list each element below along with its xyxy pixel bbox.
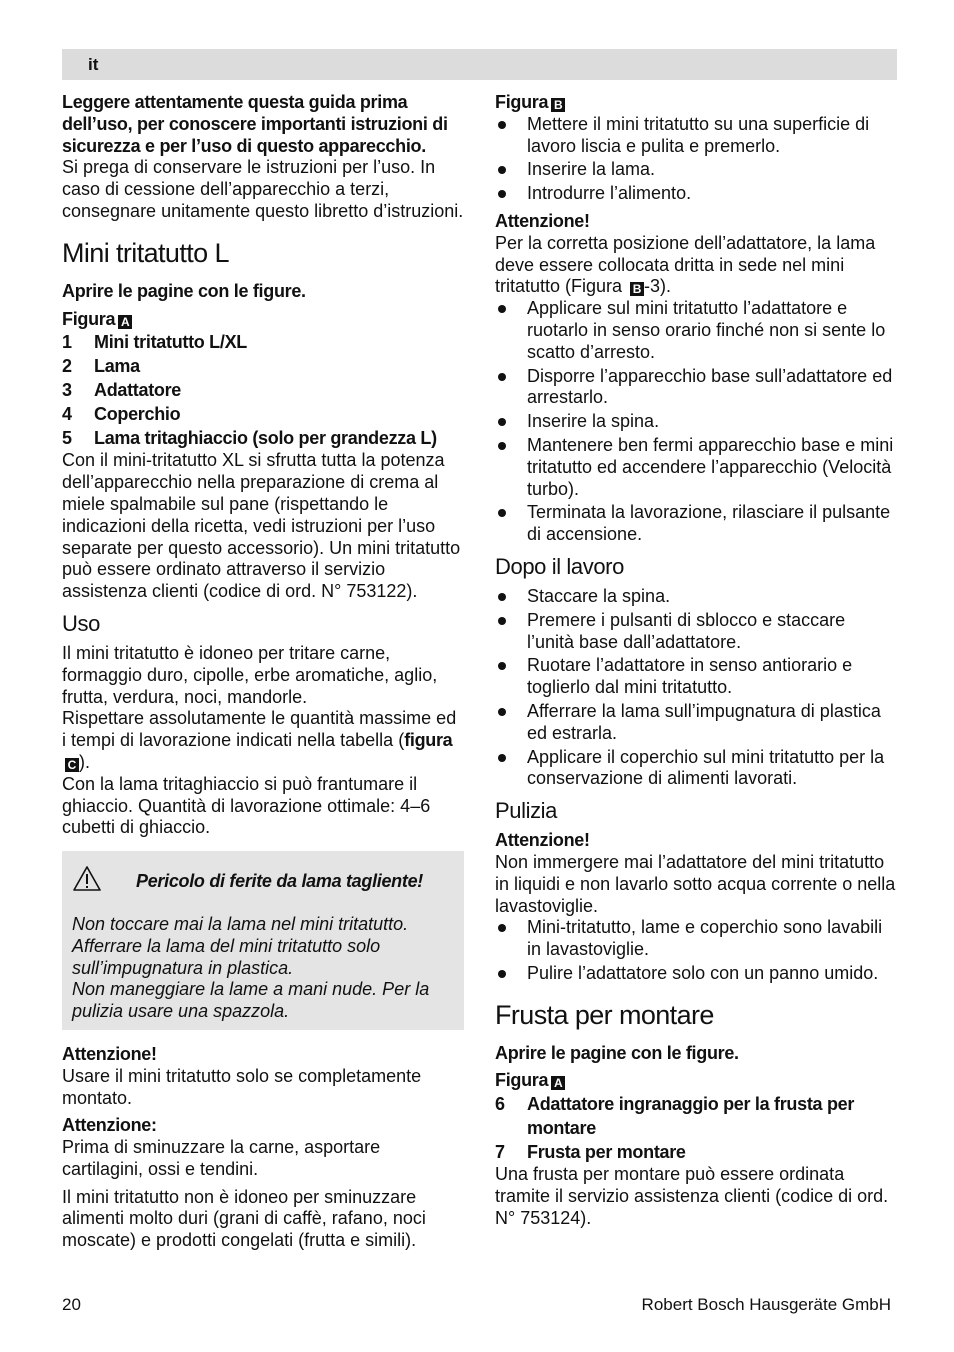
section-title-frusta: Frusta per montare (495, 999, 714, 1030)
right-column (495, 92, 897, 1230)
open-pages-note: Aprire le pagine con le figure. (62, 280, 306, 301)
attention-label: Attenzione! (495, 210, 590, 231)
warning-triangle-icon (72, 865, 136, 898)
figure-label: Figura (62, 308, 116, 329)
attention-text: Il mini tritatutto non è idoneo per sminuzzare alimenti molto duri (grani di caffè, rafano, noci moscate) e prodotti congelati (frutta e simili). (62, 1186, 426, 1251)
bullet-icon (498, 754, 506, 762)
list-item: Mantenere ben fermi apparecchio base e mini tritatutto ed accendere l’apparecchio (Velocità turbo). (495, 435, 897, 500)
list-item: Applicare il coperchio sul mini tritatutto per la conservazione di alimenti lavorati. (495, 747, 897, 791)
attention-text: Usare il mini tritatutto solo se completamente montato. (62, 1065, 422, 1108)
attention-text: Prima di sminuzzare la carne, asportare cartilagini, ossi e tendini. (62, 1137, 381, 1179)
left-column (62, 92, 464, 1252)
steps-list-4 (495, 917, 897, 984)
bullet-icon (498, 970, 506, 978)
list-item: 7 Frusta per montare (495, 1142, 686, 1163)
bullet-icon (498, 617, 506, 625)
attention-text: Per la corretta posizione dell’adattatore, la lama deve essere collocata dritta in sede nel mini tritatutto (Figura B -3). (495, 232, 876, 297)
figure-letter-badge: B (551, 98, 565, 112)
list-item: Premere i pulsanti di sblocco e staccare l’unità base dall’adattatore. (495, 610, 897, 654)
attention-label: Attenzione! (62, 1043, 157, 1064)
warning-header (72, 865, 454, 898)
uso-paragraph-1: Il mini tritatutto è idoneo per tritare carne, formaggio duro, cipolle, erbe aromatiche, aglio, frutta, verdura, noci, mandorle. (62, 642, 438, 707)
figure-label: Figura (495, 1070, 549, 1091)
xl-paragraph: Con il mini-tritatutto XL si sfrutta tutta la potenza dell’apparecchio nella preparazione di crema al miele spalmabile sul pane (rispettando le indicazioni della ricetta, vedi istruzioni per l’uso separate per questo accessorio). Un mini tritatutto può essere ordinato attraverso il servizio assistenza clienti (codice di ord. N° 753122). (62, 450, 461, 602)
intro-text: Si prega di conservare le istruzioni per l’uso. In caso di cessione dell’apparecchio a terzi, consegnare unitamente questo libretto d’istruzioni. (62, 157, 464, 221)
uso-paragraph-3: Con la lama tritaghiaccio si può frantumare il ghiaccio. Quantità di lavorazione ottimale: 4–6 cubetti di ghiaccio. (62, 773, 431, 838)
list-item: 4 Coperchio (62, 404, 181, 425)
figure-ref-a (495, 1070, 897, 1092)
list-item: 1 Mini tritatutto L/XL (62, 332, 247, 353)
figure-letter-badge: A (118, 315, 132, 329)
attention-label: Attenzione! (495, 830, 590, 851)
figure-letter-badge: C (65, 758, 79, 772)
warning-box (62, 851, 464, 1030)
steps-list-1 (495, 114, 897, 205)
bullet-icon (498, 166, 506, 174)
list-item: Afferrare la lama sull’impugnatura di plastica ed estrarla. (495, 701, 897, 745)
list-item: Disporre l’apparecchio base sull’adattatore ed arrestarlo. (495, 366, 897, 410)
list-item: Staccare la spina. (495, 586, 897, 608)
parts-list (62, 330, 464, 450)
attention-label: Attenzione: (62, 1115, 157, 1136)
language-bar (62, 49, 897, 80)
section-title-uso: Uso (62, 610, 100, 636)
steps-list-3 (495, 586, 897, 790)
bullet-icon (498, 662, 506, 670)
section-title-pulizia: Pulizia (495, 798, 558, 824)
warning-text-2: Non maneggiare la lame a mani nude. Per la pulizia usare una spazzola. (72, 979, 430, 1022)
list-item: 5 Lama tritaghiaccio (solo per grandezza L) (62, 428, 437, 449)
list-item: 3 Adattatore (62, 380, 182, 401)
list-item: Terminata la lavorazione, rilasciare il pulsante di accensione. (495, 502, 897, 546)
bullet-icon (498, 305, 506, 313)
list-item: Inserire la lama. (495, 159, 897, 181)
section-title-mini-tritatutto: Mini tritatutto L (62, 237, 229, 268)
attention-text: Non immergere mai l’adattatore del mini tritatutto in liquidi e non lavarlo sotto acqua corrente o nella lavastoviglie. (495, 851, 896, 916)
intro-bold: Leggere attentamente questa guida prima dell’uso, per conoscere importanti istruzioni di sicurezza e per l’uso di questo apparecchio. (62, 92, 448, 156)
bullet-icon (498, 924, 506, 932)
list-item: 6 Adattatore ingranaggio per la frusta per montare (495, 1094, 855, 1139)
bullet-icon (498, 190, 506, 198)
bullet-icon (498, 373, 506, 381)
bullet-icon (498, 708, 506, 716)
bullet-icon (498, 418, 506, 426)
uso-paragraph-2: Rispettare assolutamente le quantità massime ed i tempi di lavorazione indicati nella tabella (figuraC ). (62, 708, 457, 772)
open-pages-note: Aprire le pagine con le figure. (495, 1042, 739, 1063)
list-item: Mini-tritatutto, lame e coperchio sono lavabili in lavastoviglie. (495, 917, 897, 961)
list-item: 2 Lama (62, 356, 140, 377)
bullet-icon (498, 509, 506, 517)
language-code: it (88, 55, 99, 74)
footer-company: Robert Bosch Hausgeräte GmbH (641, 1295, 891, 1314)
parts-list (495, 1092, 897, 1164)
figure-letter-badge: A (551, 1076, 565, 1090)
list-item: Applicare sul mini tritatutto l’adattatore e ruotarlo in senso orario finché non si sente lo scatto d’arresto. (495, 298, 897, 363)
list-item: Inserire la spina. (495, 411, 897, 433)
figure-ref-b (495, 92, 897, 114)
section-title-dopo-il-lavoro: Dopo il lavoro (495, 553, 624, 579)
bullet-icon (498, 121, 506, 129)
steps-list-2 (495, 298, 897, 546)
list-item: Pulire l’adattatore solo con un panno umido. (495, 963, 897, 985)
list-item: Introdurre l’alimento. (495, 183, 897, 205)
list-item: Mettere il mini tritatutto su una superficie di lavoro liscia e pulita e premerlo. (495, 114, 897, 158)
frusta-paragraph: Una frusta per montare può essere ordinata tramite il servizio assistenza clienti (codice di ord. N° 753124). (495, 1164, 889, 1228)
bullet-icon (498, 442, 506, 450)
warning-text-1: Non toccare mai la lama nel mini tritatutto. Afferrare la lama del mini tritatutto solo sull’impugnatura in plastica. (72, 913, 409, 978)
figure-label: Figura (495, 92, 549, 112)
warning-title: Pericolo di ferite da lama tagliente! (136, 870, 423, 891)
page-number: 20 (62, 1295, 81, 1314)
bullet-icon (498, 593, 506, 601)
list-item: Ruotare l’adattatore in senso antiorario e toglierlo dal mini tritatutto. (495, 655, 897, 699)
figure-ref-a (62, 309, 464, 331)
figure-letter-badge: B (630, 282, 644, 296)
